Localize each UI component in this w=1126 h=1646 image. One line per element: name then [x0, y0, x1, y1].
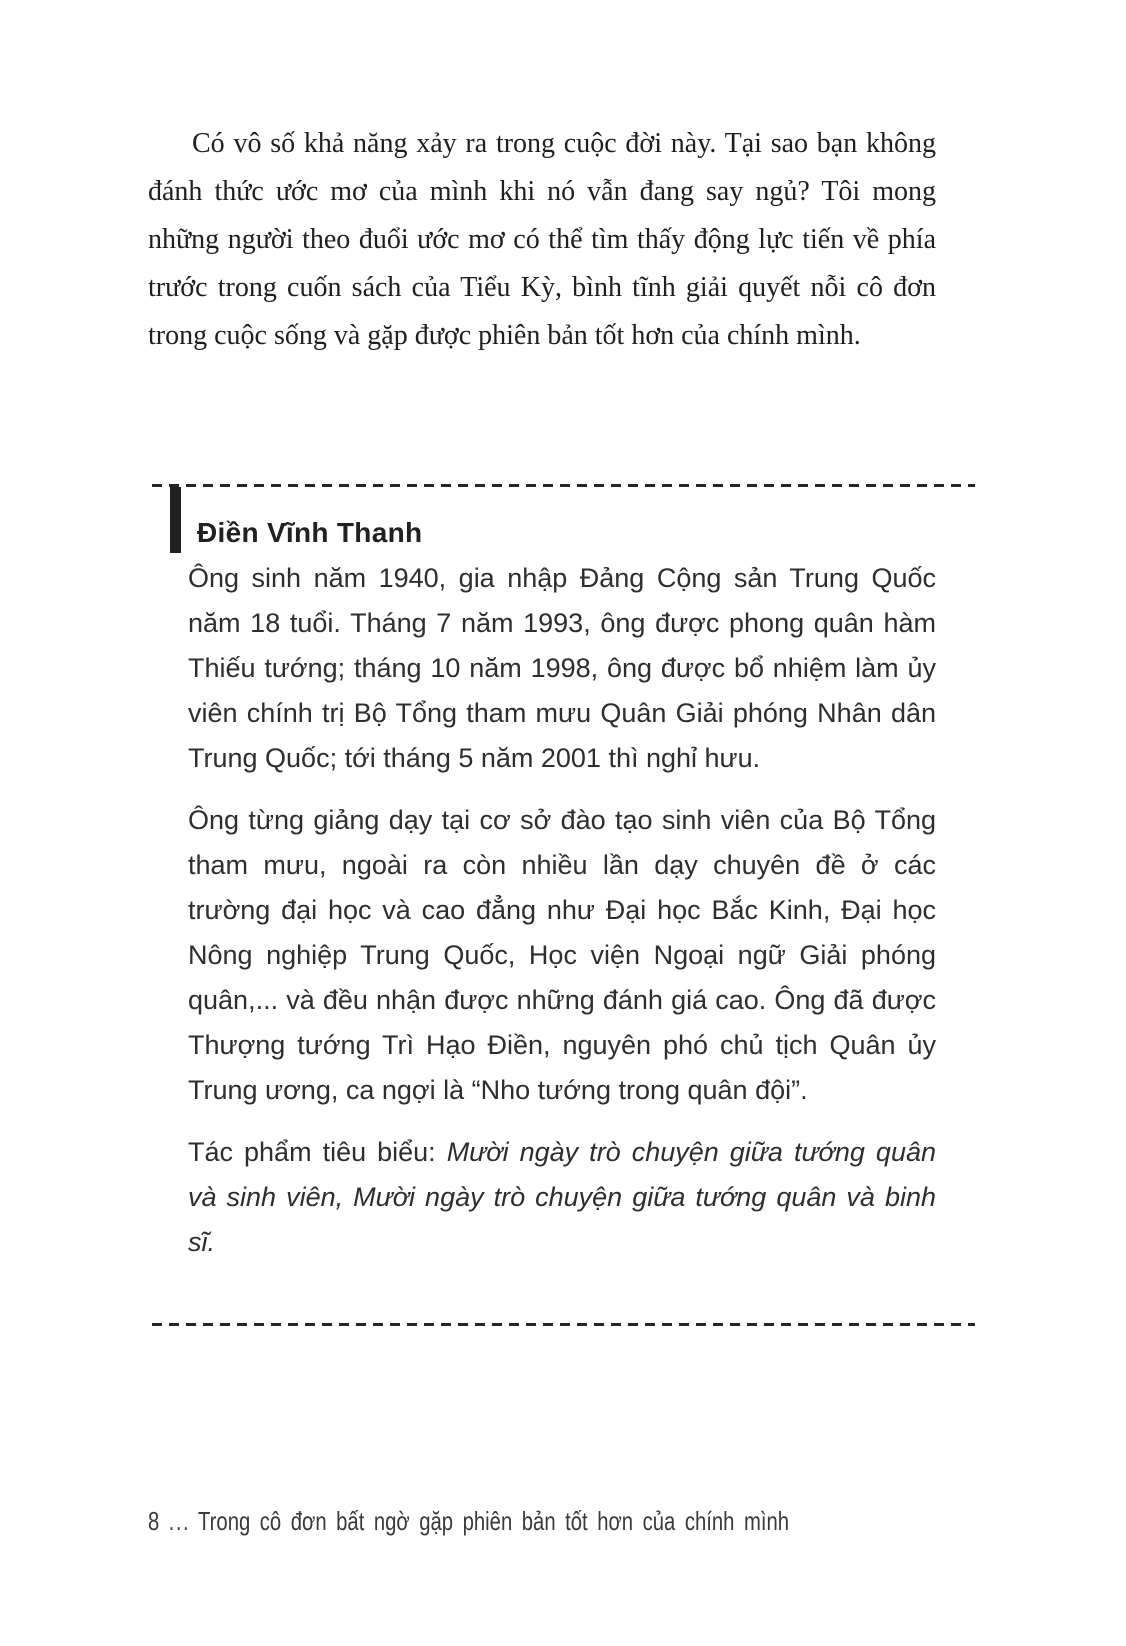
section-marker-bar [170, 487, 181, 553]
works-prefix: Tác phẩm tiêu biểu: [188, 1137, 447, 1167]
bio-body [188, 556, 936, 1265]
opening-paragraph: Có vô số khả năng xảy ra trong cuộc đời này. Tại sao bạn không đánh thức ước mơ của mình khi nó vẫn đang say ngủ? Tôi mong những người theo đuổi ước mơ có thể tìm thấy động lực tiến về phía trước trong cuốn sách của Tiểu Kỳ, bình tĩnh giải quyết nỗi cô đơn trong cuộc sống và gặp được phiên bản tốt hơn của chính mình. [148, 128, 936, 351]
works-titles: Mười ngày trò chuyện giữa tướng quân và sinh viên, Mười ngày trò chuyện giữa tướng quân và binh sĩ. [188, 1137, 936, 1257]
running-title: Trong cô đơn bất ngờ gặp phiên bản tốt hơn của chính mình [198, 1506, 790, 1536]
bio-paragraph-1: Ông sinh năm 1940, gia nhập Đảng Cộng sản Trung Quốc năm 18 tuổi. Tháng 7 năm 1993, ông được phong quân hàm Thiếu tướng; tháng 10 năm 1998, ông được bổ nhiệm làm ủy viên chính trị Bộ Tổng tham mưu Quân Giải phóng Nhân dân Trung Quốc; tới tháng 5 năm 2001 thì nghỉ hưu. [188, 563, 936, 773]
page-footer [148, 1506, 789, 1537]
dashed-divider-bottom [152, 1323, 975, 1326]
bio-works-paragraph [188, 1130, 936, 1265]
page-number: 8 [148, 1506, 160, 1536]
bio-heading: Điền Vĩnh Thanh [197, 517, 423, 548]
bio-paragraph-2: Ông từng giảng dạy tại cơ sở đào tạo sinh viên của Bộ Tổng tham mưu, ngoài ra còn nhiều lần dạy chuyên đề ở các trường đại học và cao đẳng như Đại học Bắc Kinh, Đại học Nông nghiệp Trung Quốc, Học viện Ngoại ngữ Giải phóng quân,... và đều nhận được những đánh giá cao. Ông đã được Thượng tướng Trì Hạo Điền, nguyên phó chủ tịch Quân ủy Trung ương, ca ngợi là “Nho tướng trong quân đội”. [188, 805, 936, 1105]
footer-separator: ... [168, 1506, 191, 1536]
dashed-divider-top [152, 484, 975, 487]
